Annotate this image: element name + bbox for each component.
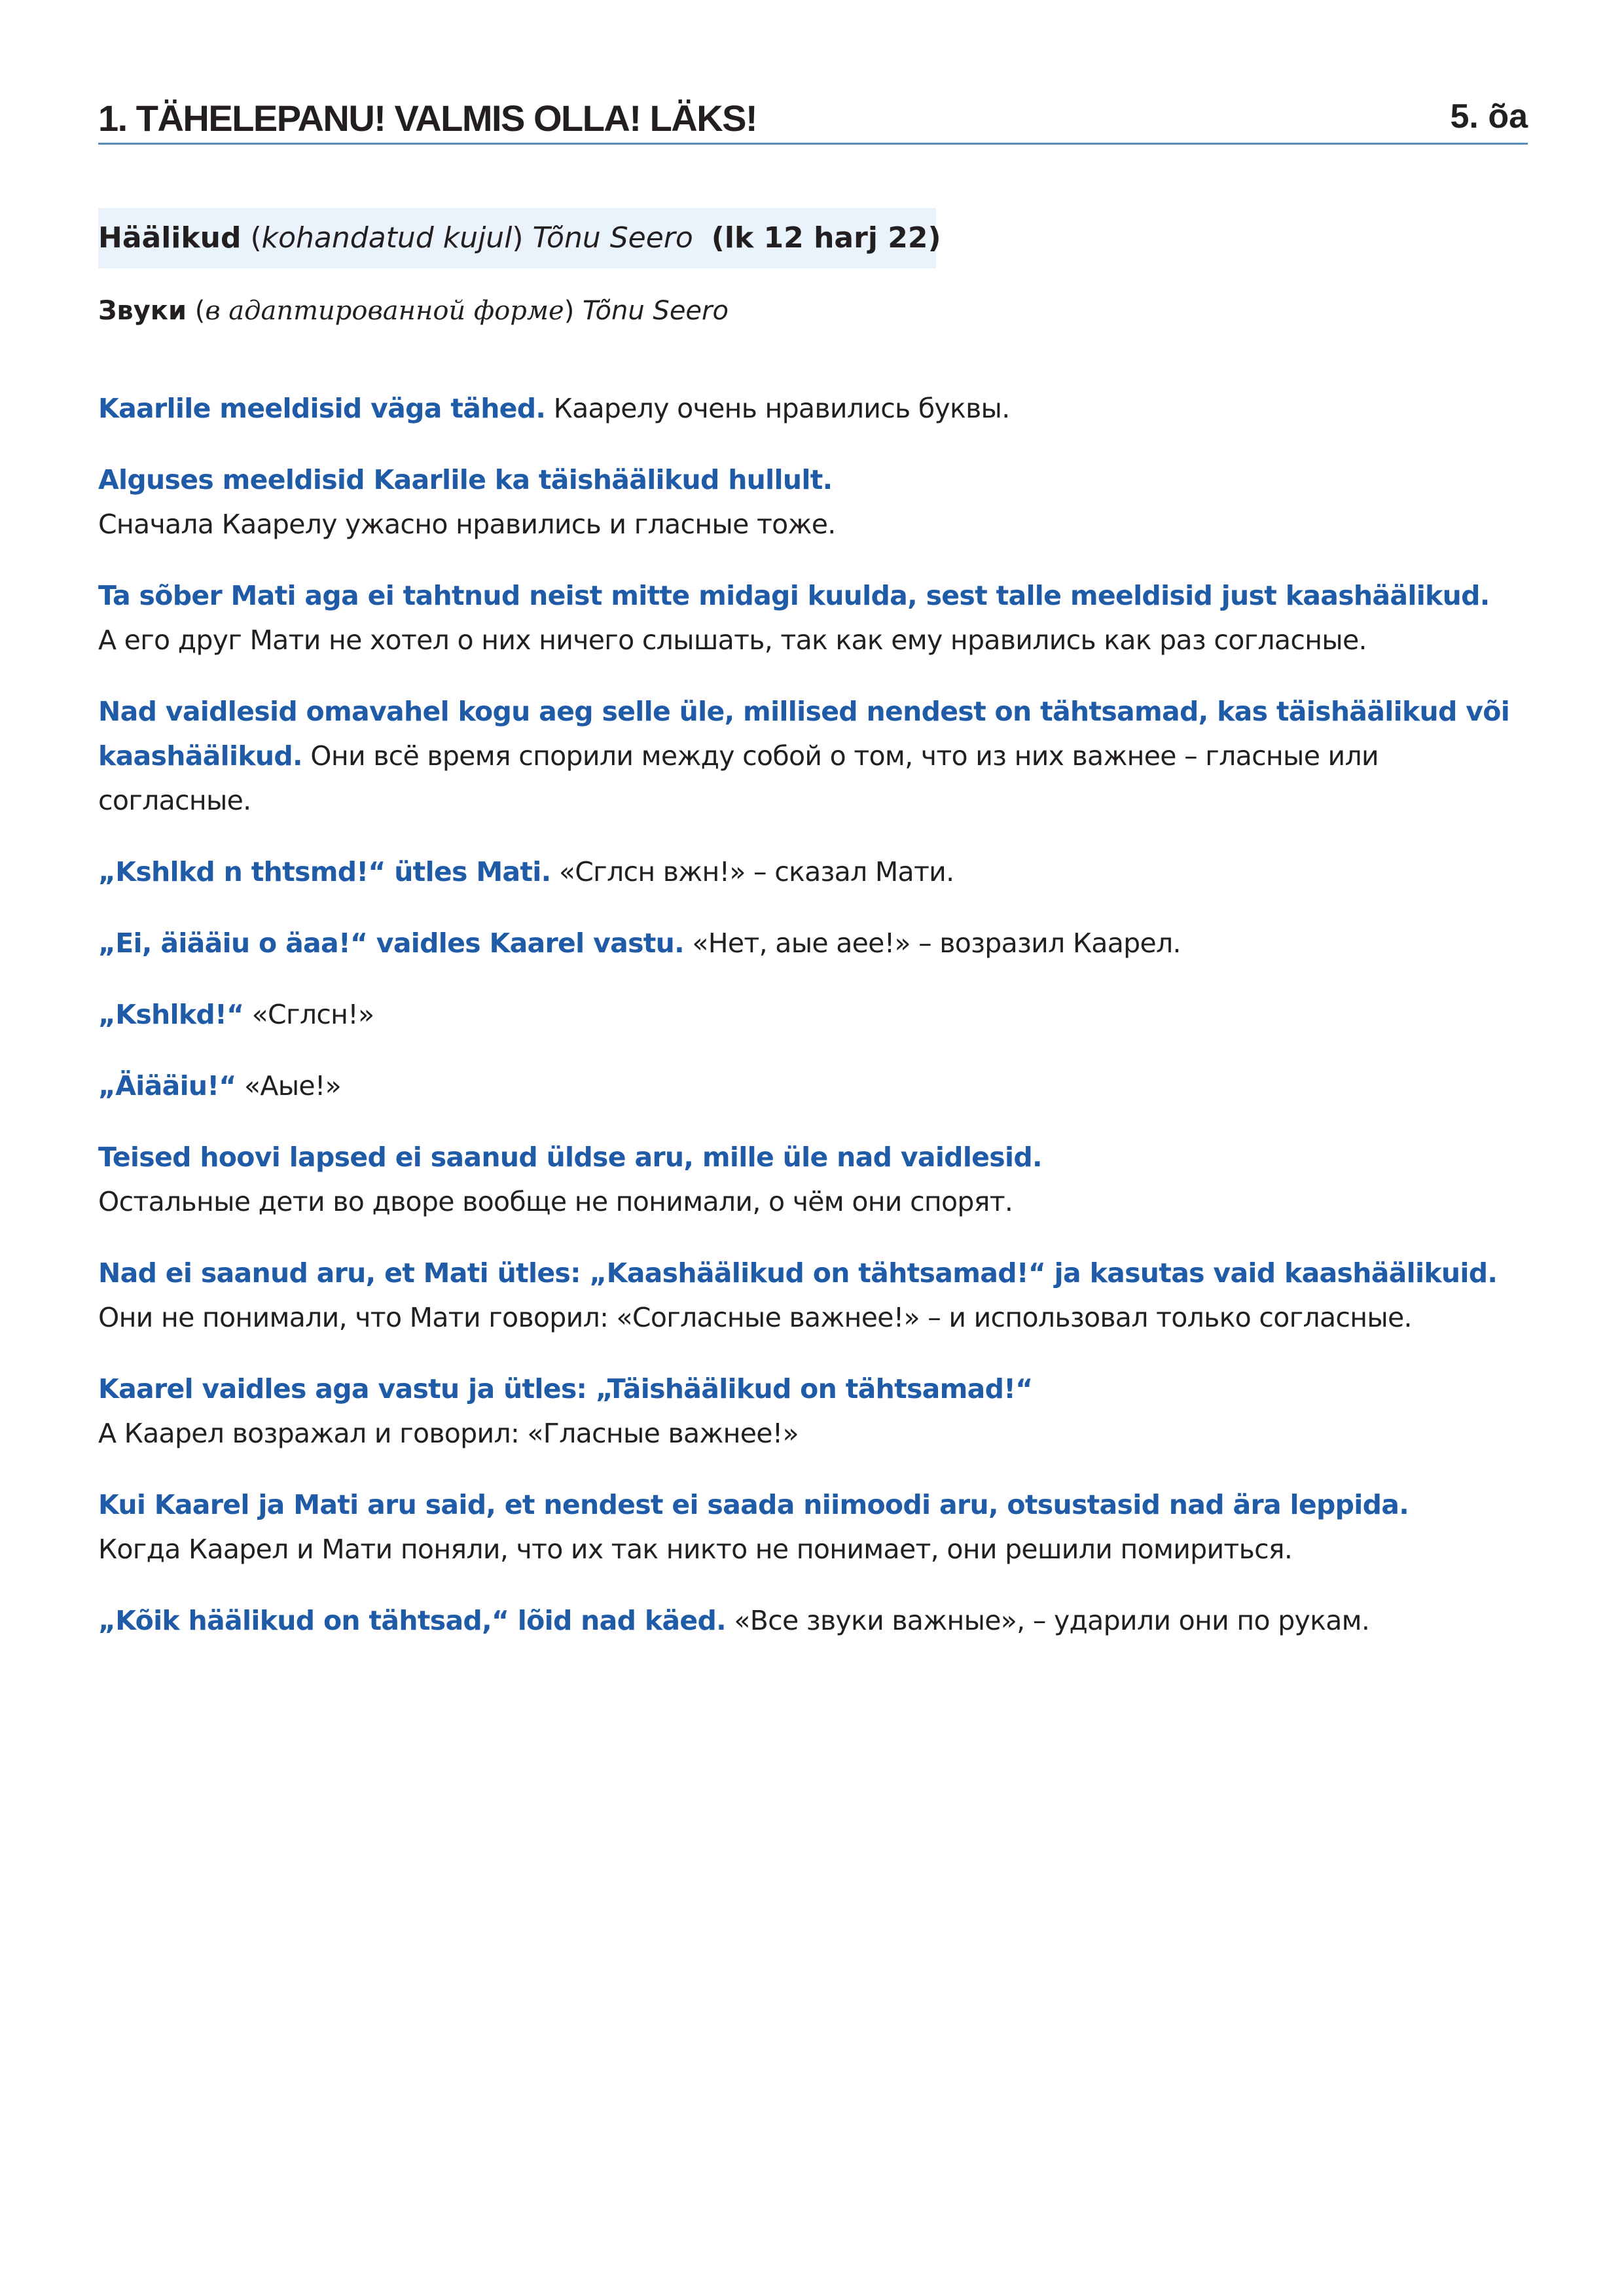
estonian-sentence: Kui Kaarel ja Mati aru said, et nendest ei saada niimoodi aru, otsustasid nad ära leppida. — [98, 1489, 1409, 1520]
story-paragraph — [98, 386, 1528, 431]
story-paragraph — [98, 850, 1528, 894]
estonian-sentence: Alguses meeldisid Kaarlile ka täishäälikud hullult. — [98, 464, 833, 495]
estonian-sentence: Ta sõber Mati aga ei tahtnud neist mitte midagi kuulda, sest talle meeldisid just kaashäälikud. — [98, 580, 1490, 611]
estonian-sentence: Nad vaidlesid omavahel kogu aeg selle üle, millised nendest on tähtsamad, kas täishäälikud või kaashäälikud. — [98, 696, 1510, 772]
story-paragraph — [98, 689, 1528, 823]
russian-translation: «Аые!» — [244, 1070, 342, 1102]
chapter-title: 1. TÄHELEPANU! VALMIS OLLA! LÄKS! — [98, 98, 757, 139]
text-title-note: kohandatud kujul — [261, 221, 513, 255]
estonian-sentence: „Kshlkd n thtsmd!“ ütles Mati. — [98, 856, 551, 888]
text-title — [98, 221, 941, 255]
russian-translation: А Каарел возражал и говорил: «Гласные важнее!» — [98, 1418, 799, 1449]
text-title-author: Tõnu Seero — [532, 221, 693, 255]
grade-label: 5. õa — [1450, 98, 1528, 135]
story-paragraph — [98, 457, 1528, 547]
story-paragraph — [98, 1064, 1528, 1108]
story-body — [98, 386, 1528, 1665]
estonian-sentence: „Äiääiu!“ — [98, 1070, 236, 1102]
text-subtitle-paren-close: ) — [564, 296, 575, 326]
estonian-sentence: „Kõik häälikud on tähtsad,“ lõid nad käed. — [98, 1605, 727, 1636]
russian-translation: А его друг Мати не хотел о них ничего слышать, так как ему нравились как раз согласные. — [98, 624, 1367, 656]
story-paragraph — [98, 573, 1528, 662]
text-subtitle — [98, 296, 729, 326]
estonian-sentence: Kaarel vaidles aga vastu ja ütles: „Täishäälikud on tähtsamad!“ — [98, 1373, 1033, 1405]
text-title-reference: (lk 12 harj 22) — [711, 221, 941, 255]
text-subtitle-note: в адаптированной форме — [205, 296, 564, 326]
story-paragraph — [98, 1135, 1528, 1224]
russian-translation: Каарелу очень нравились буквы. — [553, 393, 1010, 424]
story-paragraph — [98, 1367, 1528, 1456]
text-title-paren-close: ) — [512, 221, 524, 255]
estonian-sentence: „Kshlkd!“ — [98, 999, 244, 1030]
russian-translation: Когда Каарел и Мати поняли, что их так никто не понимает, они решили помириться. — [98, 1534, 1293, 1565]
estonian-sentence: Nad ei saanud aru, et Mati ütles: „Kaashäälikud on tähtsamad!“ ja kasutas vaid kaashäälikuid. — [98, 1257, 1498, 1289]
text-subtitle-author: Tõnu Seero — [583, 296, 729, 326]
story-paragraph — [98, 992, 1528, 1037]
page-header — [98, 93, 1528, 145]
russian-translation: Они всё время спорили между собой о том, что из них важнее – гласные или согласные. — [98, 740, 1379, 816]
russian-translation: «Сглсн вжн!» – сказал Мати. — [558, 856, 954, 888]
russian-translation: «Все звуки важные», – ударили они по рукам. — [734, 1605, 1370, 1636]
story-paragraph — [98, 1251, 1528, 1340]
story-paragraph — [98, 1598, 1528, 1643]
text-subtitle-name: Звуки — [98, 296, 187, 326]
estonian-sentence: Kaarlile meeldisid väga tähed. — [98, 393, 546, 424]
russian-translation: Остальные дети во дворе вообще не понимали, о чём они спорят. — [98, 1186, 1013, 1217]
russian-translation: Они не понимали, что Мати говорил: «Согласные важнее!» – и использовал только согласные. — [98, 1302, 1412, 1333]
text-title-name: Häälikud — [98, 221, 242, 255]
estonian-sentence: Teised hoovi lapsed ei saanud üldse aru, mille üle nad vaidlesid. — [98, 1141, 1042, 1173]
russian-translation: «Сглсн!» — [251, 999, 374, 1030]
russian-translation: «Нет, аые аее!» – возразил Каарел. — [692, 927, 1181, 959]
story-paragraph — [98, 1482, 1528, 1571]
russian-translation: Сначала Каарелу ужасно нравились и гласные тоже. — [98, 509, 836, 540]
estonian-sentence: „Ei, äiääiu o äaa!“ vaidles Kaarel vastu. — [98, 927, 685, 959]
text-subtitle-paren-open: ( — [194, 296, 206, 326]
text-title-paren-open: ( — [250, 221, 262, 255]
story-paragraph — [98, 921, 1528, 965]
